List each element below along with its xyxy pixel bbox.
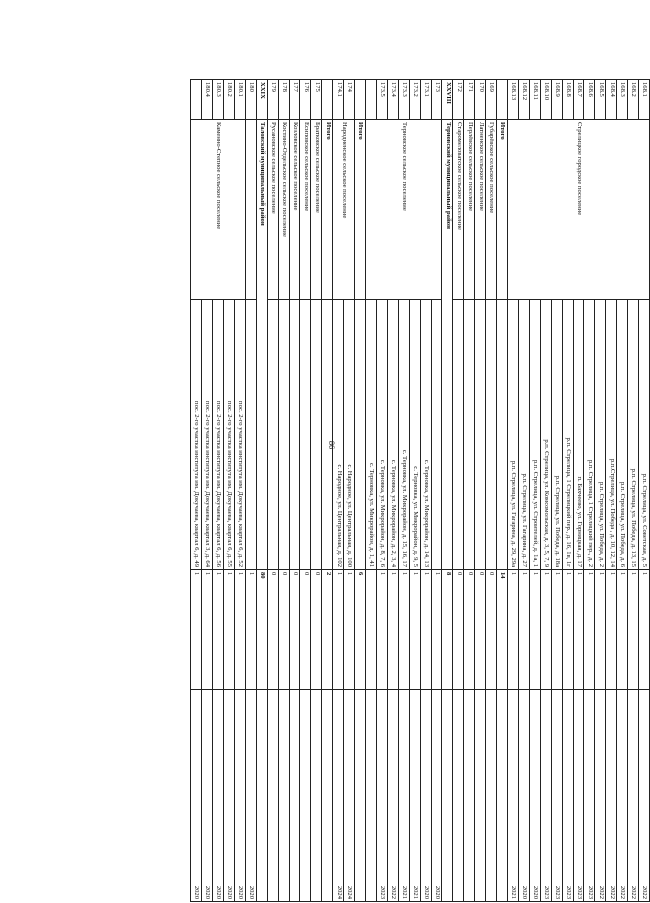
address-cell: с. Терновка, ул. Микрорайон, д. 9, 5 xyxy=(409,300,420,570)
settlement-name: Братковское сельское поселение xyxy=(311,120,322,300)
year-cell: 2021 xyxy=(508,690,519,902)
year-cell xyxy=(311,690,322,902)
count-cell: 6 xyxy=(355,570,366,690)
count-cell: 0 xyxy=(464,570,475,690)
count-cell: 1 xyxy=(409,570,420,690)
document-content xyxy=(86,79,650,901)
row-number xyxy=(366,80,377,120)
total-label: Итого xyxy=(497,120,508,300)
count-cell: 1 xyxy=(376,570,387,690)
row-number: 174.1 xyxy=(333,80,344,120)
total-label: Итого xyxy=(355,120,366,300)
row-number: 168.2 xyxy=(628,80,639,120)
count-cell: 1 xyxy=(617,570,628,690)
row-number: 178 xyxy=(278,80,289,120)
address-cell: р.п. Стрелица, ул. Победа, д. 2 xyxy=(595,300,606,570)
count-cell: 1 xyxy=(573,570,584,690)
year-cell: 2020 xyxy=(202,690,213,902)
count-cell: 1 xyxy=(628,570,639,690)
address-cell xyxy=(311,300,322,570)
address-cell: пос. 2-го участка института им. Докучаева, квартал 6, д. 55 xyxy=(224,300,235,570)
row-number: 170 xyxy=(475,80,486,120)
row-number: 168.12 xyxy=(518,80,529,120)
year-cell: 2020 xyxy=(213,690,224,902)
year-cell xyxy=(289,690,300,902)
address-cell: р.п. Стрелица, ул. Комсомольская, д. 3, 5, 7, 9 xyxy=(540,300,551,570)
address-cell xyxy=(453,300,464,570)
year-cell: 2020 xyxy=(431,690,442,902)
year-cell: 2023 xyxy=(573,690,584,902)
year-cell: 2023 xyxy=(551,690,562,902)
count-cell: 0 xyxy=(475,570,486,690)
table-row xyxy=(267,80,278,902)
year-cell: 2022 xyxy=(606,690,617,902)
table-row xyxy=(289,80,300,902)
count-cell: 0 xyxy=(278,570,289,690)
count-cell: 1 xyxy=(639,570,650,690)
row-number: 168.3 xyxy=(617,80,628,120)
count-cell: 1 xyxy=(245,570,256,690)
district-name: Таловский муниципальный район xyxy=(256,120,267,570)
year-cell: 2020 xyxy=(420,690,431,902)
address-cell xyxy=(289,300,300,570)
year-cell: 2020 xyxy=(224,690,235,902)
count-cell: 80 xyxy=(256,570,267,690)
address-cell: р.п. Стрелица, ул. Строителей, д. 1а, 1 xyxy=(529,300,540,570)
row-number xyxy=(322,80,333,120)
count-cell: 1 xyxy=(224,570,235,690)
table-row xyxy=(234,80,245,902)
count-cell: 1 xyxy=(508,570,519,690)
district-name: Терновский муниципальный район xyxy=(442,120,453,570)
row-number: 168.13 xyxy=(508,80,519,120)
row-number: XXVIII xyxy=(442,80,453,120)
address-cell: с. Народное, ул. Центральная, д. 100 xyxy=(344,300,355,570)
count-cell: 0 xyxy=(486,570,497,690)
count-cell: 1 xyxy=(202,570,213,690)
address-cell xyxy=(267,300,278,570)
address-cell: р.п.Стрелица, ул. Победа , д. 10, 12, 14 xyxy=(606,300,617,570)
settlement-name: Костино-Отдельское сельское поселение xyxy=(278,120,289,300)
address-cell: с. Народное, ул. Центральная, д. 102 xyxy=(333,300,344,570)
settlement-name: Старомеловатское сельское поселение xyxy=(453,120,464,300)
address-cell: с. Терновка, ул. Микрорайон, д. 1, 41 xyxy=(366,300,377,570)
row-number: 173.1 xyxy=(420,80,431,120)
total-label: Итого xyxy=(322,120,333,300)
year-cell xyxy=(355,690,366,902)
year-cell: 2024 xyxy=(333,690,344,902)
year-cell: 2024 xyxy=(344,690,355,902)
table-row xyxy=(639,80,650,902)
row-number: 179 xyxy=(267,80,278,120)
count-cell xyxy=(366,570,377,690)
count-cell: 8 xyxy=(442,570,453,690)
table-row xyxy=(245,80,256,902)
year-cell: 2020 xyxy=(234,690,245,902)
address-cell: пос. 2-го участка института им. Докучаева, квартал 6, д. 52 xyxy=(234,300,245,570)
table-row xyxy=(278,80,289,902)
housing-table xyxy=(190,79,650,902)
settlement-name: Латненское сельское поселение xyxy=(475,120,486,300)
table-row xyxy=(464,80,475,902)
row-number: 168.9 xyxy=(551,80,562,120)
page-number: 86 xyxy=(327,441,336,449)
count-cell: 1 xyxy=(595,570,606,690)
count-cell: 1 xyxy=(529,570,540,690)
row-number: 168.8 xyxy=(562,80,573,120)
count-cell: 14 xyxy=(497,570,508,690)
address-cell xyxy=(486,300,497,570)
year-cell xyxy=(278,690,289,902)
row-number: 173 xyxy=(431,80,442,120)
address-cell xyxy=(431,300,442,570)
count-cell: 1 xyxy=(344,570,355,690)
row-number: 175 xyxy=(311,80,322,120)
table-row xyxy=(475,80,486,902)
table-row xyxy=(300,80,311,902)
address-cell: р.п. Стрелица, 1 Стрелицкий пер., д. 2 xyxy=(584,300,595,570)
row-number: 173.2 xyxy=(409,80,420,120)
count-cell: 1 xyxy=(584,570,595,690)
address-cell: р.п. Стрелица, ул. Гагарина, д. 29, 29а xyxy=(508,300,519,570)
year-cell xyxy=(453,690,464,902)
address-cell: с. Терновка, ул. Микрорайон, д. 8, 7, 6 xyxy=(376,300,387,570)
address-cell: р.п. Стрелица, ул. Советская, д. 5 xyxy=(639,300,650,570)
row-number: 168.7 xyxy=(573,80,584,120)
count-cell: 1 xyxy=(420,570,431,690)
count-cell: 1 xyxy=(606,570,617,690)
address-cell: р.п. Стрелица, ул. Победа, д. 6 xyxy=(617,300,628,570)
table-row xyxy=(431,80,442,902)
count-cell: 0 xyxy=(289,570,300,690)
count-cell: 1 xyxy=(191,570,202,690)
year-cell xyxy=(300,690,311,902)
row-number: 180.1 xyxy=(234,80,245,120)
table-row xyxy=(256,80,267,902)
count-cell: 0 xyxy=(267,570,278,690)
year-cell: 2022 xyxy=(595,690,606,902)
address-cell xyxy=(475,300,486,570)
address-cell xyxy=(355,300,366,570)
count-cell: 1 xyxy=(540,570,551,690)
settlement-name: Стрелицкое городское поселение xyxy=(508,120,650,300)
year-cell xyxy=(497,690,508,902)
table-row xyxy=(486,80,497,902)
table-row xyxy=(453,80,464,902)
settlement-name: Губарёвское сельское поселение xyxy=(486,120,497,300)
row-number: 180.2 xyxy=(224,80,235,120)
row-number xyxy=(355,80,366,120)
address-cell: с. Терновка, ул. Микрорайон, д. 2, 3, 4 xyxy=(387,300,398,570)
settlement-name: Козловское сельское поселение xyxy=(289,120,300,300)
year-cell: 2020 xyxy=(245,690,256,902)
address-cell xyxy=(464,300,475,570)
row-number: 171 xyxy=(464,80,475,120)
settlement-name: Народненское сельское поселение xyxy=(333,120,355,300)
row-number: 173.5 xyxy=(376,80,387,120)
row-number: 168.6 xyxy=(584,80,595,120)
settlement-name: Есиповское сельское поселение xyxy=(300,120,311,300)
row-number xyxy=(191,80,202,120)
address-cell xyxy=(300,300,311,570)
row-number: 180.3 xyxy=(213,80,224,120)
count-cell: 0 xyxy=(311,570,322,690)
row-number: 168.5 xyxy=(595,80,606,120)
year-cell xyxy=(366,690,377,902)
address-cell: р.п. Стрелица, 1 Стрелицкий пер., д. 16, 1в, 1г xyxy=(562,300,573,570)
year-cell xyxy=(475,690,486,902)
count-cell: 1 xyxy=(333,570,344,690)
count-cell: 1 xyxy=(562,570,573,690)
address-cell: пос. 2-го участка института им. Докучаева, квартал 6, д. 56 xyxy=(213,300,224,570)
year-cell: 2020 xyxy=(191,690,202,902)
row-number: 174 xyxy=(344,80,355,120)
settlement-name: Перлёвское сельское поселение xyxy=(464,120,475,300)
table-row xyxy=(322,80,333,902)
year-cell xyxy=(267,690,278,902)
settlement-name: Терновское сельское поселение xyxy=(366,120,442,300)
address-cell: с. Терновка, ул. Микрорайон, д. 14, 13 xyxy=(420,300,431,570)
rotated-page xyxy=(86,79,650,901)
row-number: 176 xyxy=(300,80,311,120)
row-number: 177 xyxy=(289,80,300,120)
row-number: XXIX xyxy=(256,80,267,120)
year-cell: 2022 xyxy=(617,690,628,902)
table-row xyxy=(442,80,453,902)
settlement-name: Русановское сельское поселение xyxy=(267,120,278,300)
table-row xyxy=(344,80,355,902)
row-number: 168.1 xyxy=(639,80,650,120)
year-cell xyxy=(256,690,267,902)
year-cell: 2022 xyxy=(387,690,398,902)
table-row xyxy=(311,80,322,902)
count-cell: 1 xyxy=(431,570,442,690)
address-cell xyxy=(497,300,508,570)
row-number: 168.4 xyxy=(606,80,617,120)
address-cell xyxy=(245,300,256,570)
address-cell xyxy=(278,300,289,570)
count-cell: 1 xyxy=(398,570,409,690)
row-number: 168.11 xyxy=(529,80,540,120)
address-cell: с. Терновка, ул. Микрорайон, д. 15, 16, 17 xyxy=(398,300,409,570)
year-cell: 2023 xyxy=(540,690,551,902)
year-cell xyxy=(464,690,475,902)
count-cell: 0 xyxy=(300,570,311,690)
year-cell: 2022 xyxy=(628,690,639,902)
year-cell xyxy=(486,690,497,902)
row-number: 180 xyxy=(245,80,256,120)
settlement-name xyxy=(245,120,256,300)
address-cell: р.п. Стрелица, ул. Гагарина, д. 27 xyxy=(518,300,529,570)
year-cell xyxy=(322,690,333,902)
address-cell xyxy=(322,300,333,570)
address-cell: р.п. Стрелица, ул. Победа, д. 13, 15 xyxy=(628,300,639,570)
year-cell: 2020 xyxy=(529,690,540,902)
row-number: 172 xyxy=(453,80,464,120)
row-number: 173.4 xyxy=(387,80,398,120)
address-cell: р.п. Стрелица, ул. Победа, д. 18а xyxy=(551,300,562,570)
year-cell: 2021 xyxy=(398,690,409,902)
row-number: 168.10 xyxy=(540,80,551,120)
count-cell: 1 xyxy=(518,570,529,690)
year-cell: 2021 xyxy=(409,690,420,902)
row-number xyxy=(497,80,508,120)
year-cell: 2020 xyxy=(518,690,529,902)
address-cell: пос. 2-го участка института им. Докучаева, квартал 6, д. 49 xyxy=(191,300,202,570)
count-cell: 1 xyxy=(234,570,245,690)
address-cell: п. Бахчеево, ул. Горняцкая, д. 17 xyxy=(573,300,584,570)
count-cell: 0 xyxy=(453,570,464,690)
year-cell: 2022 xyxy=(639,690,650,902)
count-cell: 1 xyxy=(387,570,398,690)
year-cell: 2023 xyxy=(562,690,573,902)
year-cell: 2023 xyxy=(584,690,595,902)
row-number: 180.4 xyxy=(202,80,213,120)
count-cell: 1 xyxy=(213,570,224,690)
count-cell: 1 xyxy=(551,570,562,690)
settlement-name: Каменно-Степное сельское поселение xyxy=(191,120,246,300)
table-row xyxy=(497,80,508,902)
address-cell: пос. 2-го участка института им. Докучаева, квартал 3, д. 64 xyxy=(202,300,213,570)
row-number: 169 xyxy=(486,80,497,120)
year-cell xyxy=(442,690,453,902)
year-cell: 2023 xyxy=(376,690,387,902)
count-cell: 2 xyxy=(322,570,333,690)
row-number: 173.3 xyxy=(398,80,409,120)
table-row xyxy=(355,80,366,902)
